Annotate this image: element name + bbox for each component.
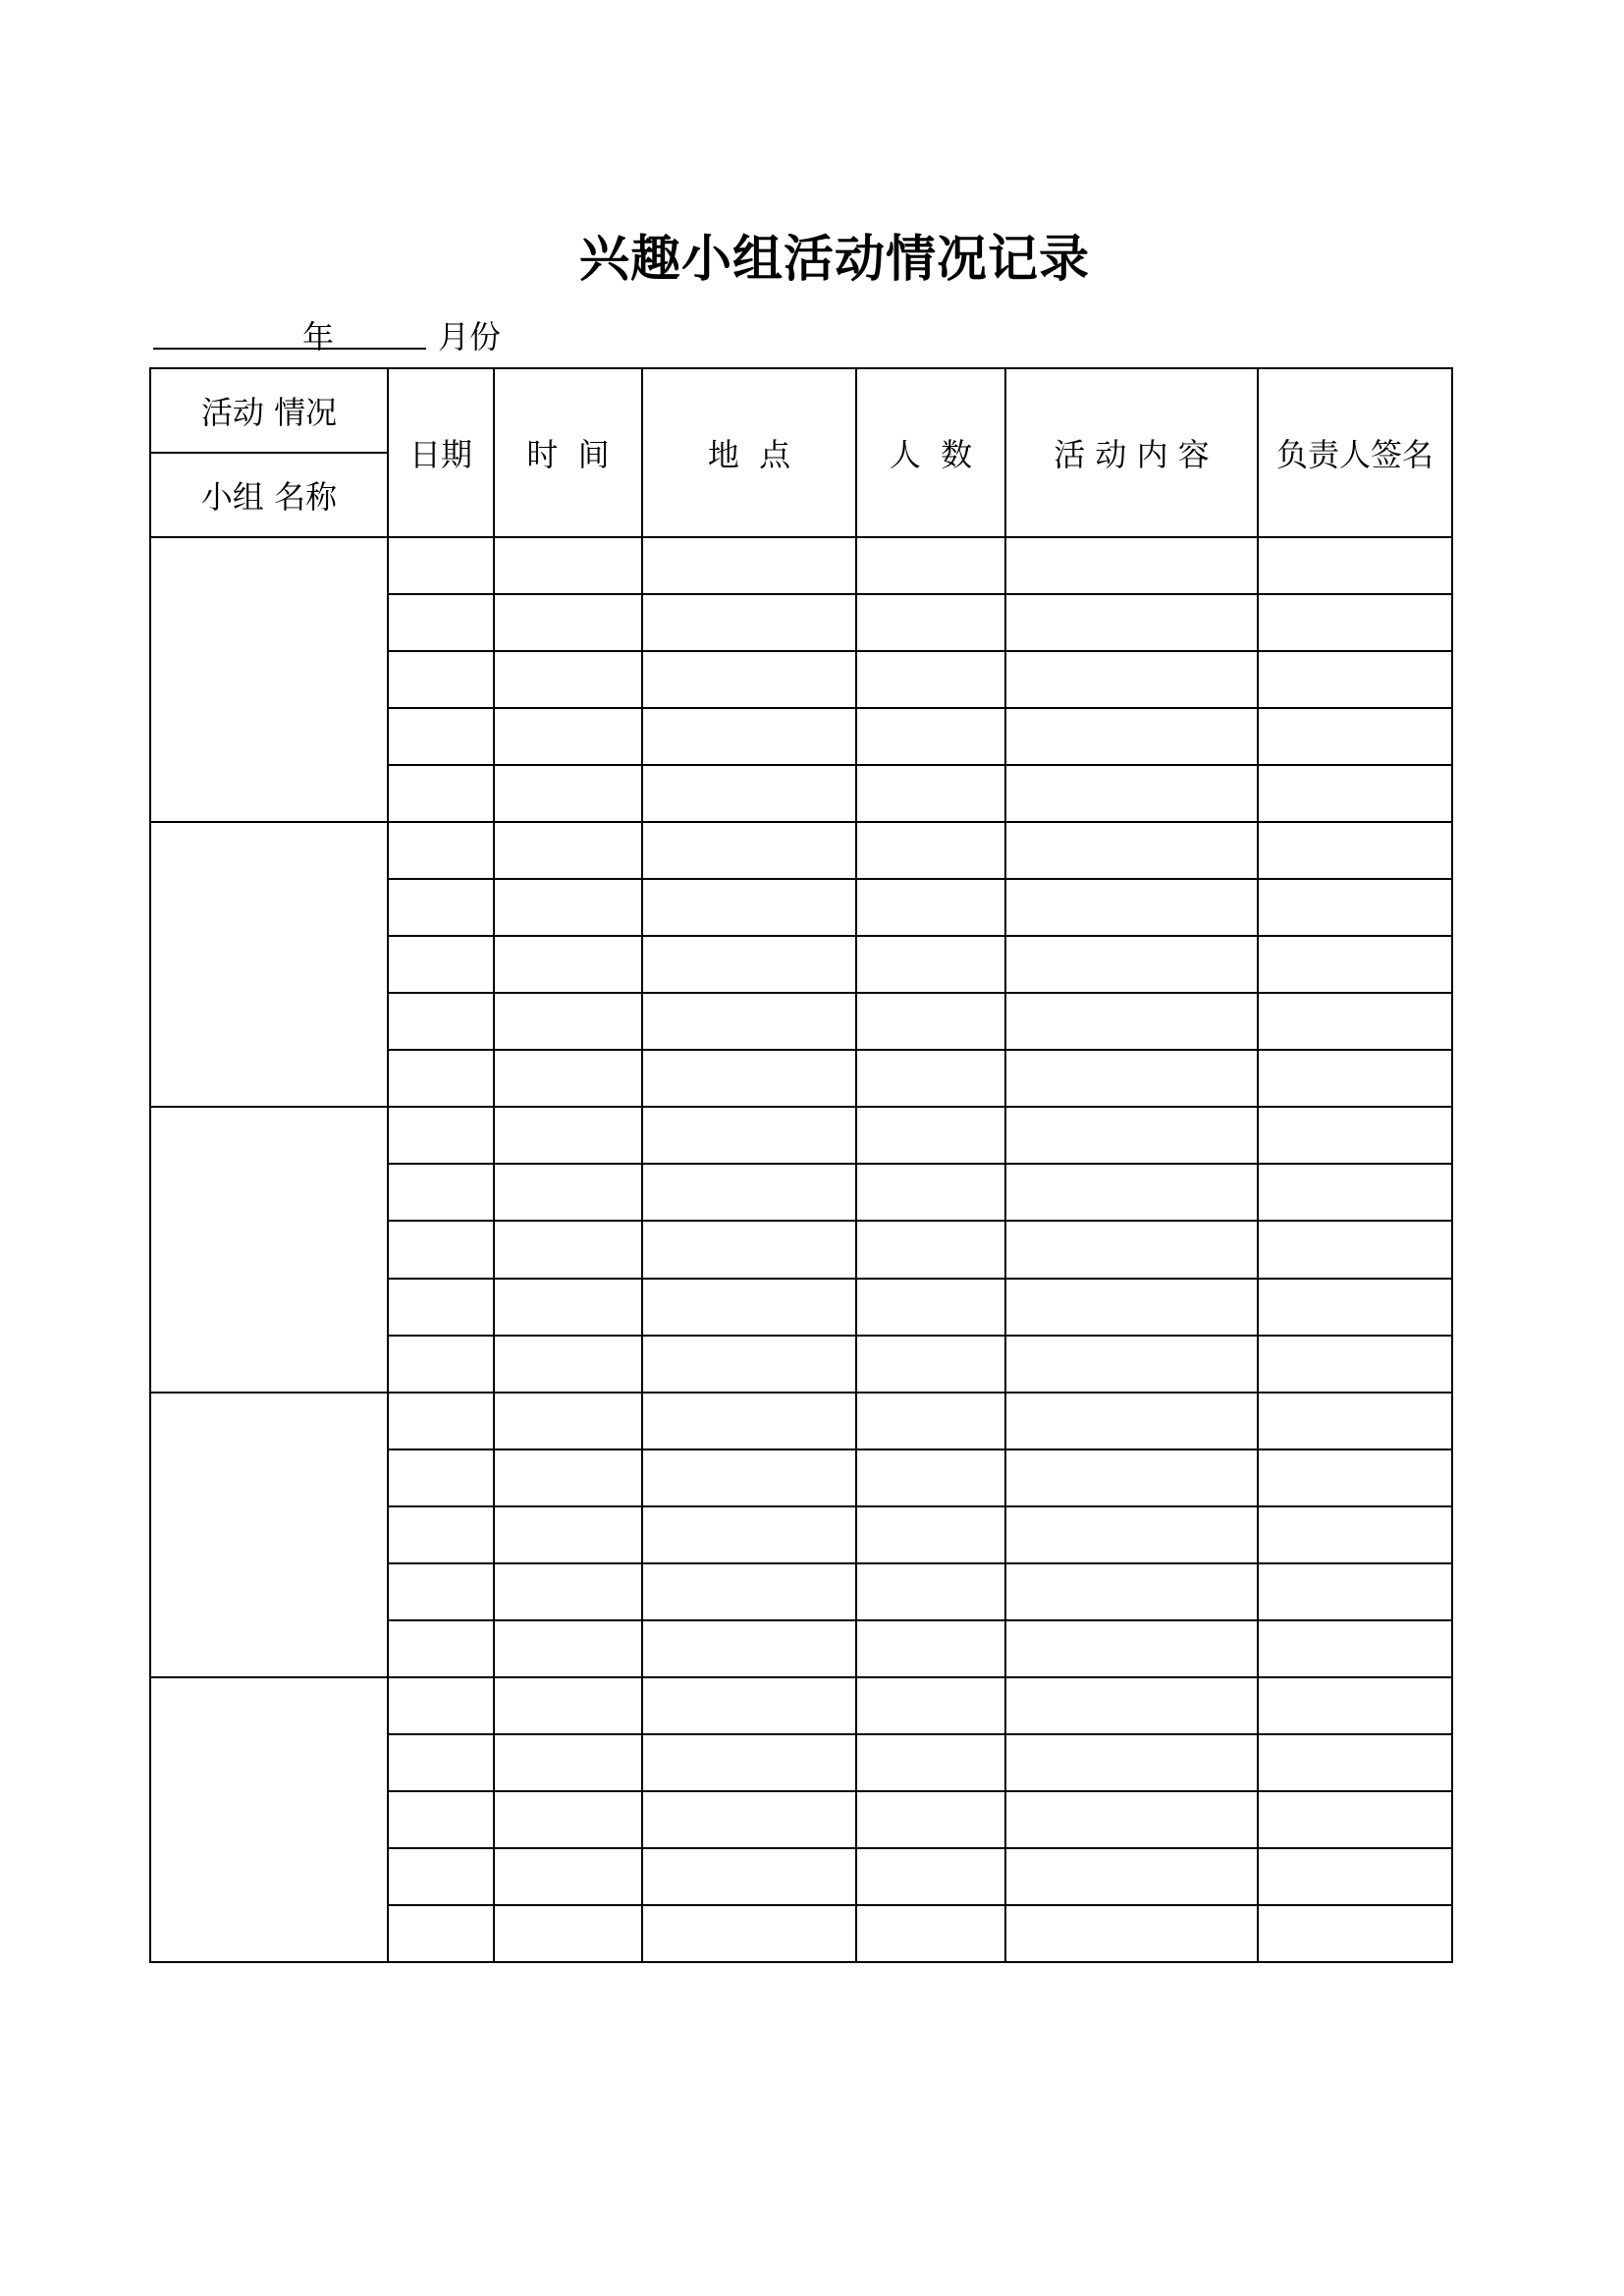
place-cell[interactable]	[642, 1905, 856, 1962]
place-cell[interactable]	[642, 1677, 856, 1734]
time-cell[interactable]	[494, 1449, 642, 1506]
time-cell[interactable]	[494, 1734, 642, 1791]
time-cell[interactable]	[494, 1279, 642, 1336]
time-cell[interactable]	[494, 765, 642, 822]
date-cell[interactable]	[388, 537, 494, 594]
time-cell[interactable]	[494, 651, 642, 708]
place-cell[interactable]	[642, 765, 856, 822]
place-cell[interactable]	[642, 1449, 856, 1506]
date-cell[interactable]	[388, 1449, 494, 1506]
time-cell[interactable]	[494, 936, 642, 993]
time-cell[interactable]	[494, 1905, 642, 1962]
header-activity-status: 活动 情况	[150, 368, 388, 453]
signature-cell[interactable]	[1258, 936, 1452, 993]
count-cell[interactable]	[856, 1620, 1005, 1677]
date-cell[interactable]	[388, 822, 494, 879]
header-date: 日期	[388, 368, 494, 537]
group-name-cell[interactable]	[150, 1393, 388, 1677]
signature-cell[interactable]	[1258, 765, 1452, 822]
content-cell[interactable]	[1005, 879, 1258, 936]
time-cell[interactable]	[494, 1336, 642, 1393]
signature-cell[interactable]	[1258, 1848, 1452, 1905]
place-cell[interactable]	[642, 1279, 856, 1336]
time-cell[interactable]	[494, 879, 642, 936]
signature-cell[interactable]	[1258, 1734, 1452, 1791]
date-cell[interactable]	[388, 993, 494, 1050]
count-cell[interactable]	[856, 822, 1005, 879]
year-label: 年	[302, 318, 335, 355]
place-cell[interactable]	[642, 1221, 856, 1278]
date-cell[interactable]	[388, 1848, 494, 1905]
content-cell[interactable]	[1005, 1050, 1258, 1107]
date-cell[interactable]	[388, 936, 494, 993]
content-cell[interactable]	[1005, 1563, 1258, 1620]
header-group-name: 小组 名称	[150, 453, 388, 537]
group-name-cell[interactable]	[150, 537, 388, 822]
count-cell[interactable]	[856, 936, 1005, 993]
content-cell[interactable]	[1005, 1279, 1258, 1336]
signature-cell[interactable]	[1258, 993, 1452, 1050]
count-cell[interactable]	[856, 1734, 1005, 1791]
date-cell[interactable]	[388, 1393, 494, 1449]
signature-cell[interactable]	[1258, 1563, 1452, 1620]
place-cell[interactable]	[642, 822, 856, 879]
place-cell[interactable]	[642, 1164, 856, 1221]
signature-cell[interactable]	[1258, 708, 1452, 765]
time-cell[interactable]	[494, 1393, 642, 1449]
place-cell[interactable]	[642, 1620, 856, 1677]
count-cell[interactable]	[856, 1221, 1005, 1278]
content-cell[interactable]	[1005, 1449, 1258, 1506]
count-cell[interactable]	[856, 537, 1005, 594]
header-count: 人 数	[856, 368, 1005, 537]
count-cell[interactable]	[856, 1677, 1005, 1734]
content-cell[interactable]	[1005, 1905, 1258, 1962]
count-cell[interactable]	[856, 1905, 1005, 1962]
page-title: 兴趣小组活动情况记录	[578, 231, 1090, 289]
date-cell[interactable]	[388, 708, 494, 765]
table-row	[150, 537, 1452, 594]
content-cell[interactable]	[1005, 537, 1258, 594]
content-cell[interactable]	[1005, 1791, 1258, 1848]
date-cell[interactable]	[388, 765, 494, 822]
content-cell[interactable]	[1005, 1677, 1258, 1734]
place-cell[interactable]	[642, 537, 856, 594]
signature-cell[interactable]	[1258, 822, 1452, 879]
table-row	[150, 1393, 1452, 1449]
place-cell[interactable]	[642, 936, 856, 993]
time-cell[interactable]	[494, 1050, 642, 1107]
time-cell[interactable]	[494, 1164, 642, 1221]
time-cell[interactable]	[494, 1563, 642, 1620]
place-cell[interactable]	[642, 1050, 856, 1107]
time-cell[interactable]	[494, 1791, 642, 1848]
signature-cell[interactable]	[1258, 1620, 1452, 1677]
place-cell[interactable]	[642, 1734, 856, 1791]
place-cell[interactable]	[642, 708, 856, 765]
header-content: 活 动 内 容	[1005, 368, 1258, 537]
signature-cell[interactable]	[1258, 1677, 1452, 1734]
signature-cell[interactable]	[1258, 1791, 1452, 1848]
place-cell[interactable]	[642, 993, 856, 1050]
count-cell[interactable]	[856, 594, 1005, 651]
signature-cell[interactable]	[1258, 1506, 1452, 1563]
count-cell[interactable]	[856, 1449, 1005, 1506]
time-cell[interactable]	[494, 993, 642, 1050]
count-cell[interactable]	[856, 1164, 1005, 1221]
count-cell[interactable]	[856, 1336, 1005, 1393]
group-name-cell[interactable]	[150, 1107, 388, 1392]
content-cell[interactable]	[1005, 1620, 1258, 1677]
date-cell[interactable]	[388, 1905, 494, 1962]
group-name-cell[interactable]	[150, 822, 388, 1107]
content-cell[interactable]	[1005, 594, 1258, 651]
time-cell[interactable]	[494, 708, 642, 765]
count-cell[interactable]	[856, 708, 1005, 765]
signature-cell[interactable]	[1258, 1279, 1452, 1336]
content-cell[interactable]	[1005, 822, 1258, 879]
time-cell[interactable]	[494, 1221, 642, 1278]
place-cell[interactable]	[642, 1336, 856, 1393]
signature-cell[interactable]	[1258, 594, 1452, 651]
date-cell[interactable]	[388, 1791, 494, 1848]
count-cell[interactable]	[856, 765, 1005, 822]
place-cell[interactable]	[642, 1393, 856, 1449]
content-cell[interactable]	[1005, 936, 1258, 993]
content-cell[interactable]	[1005, 1734, 1258, 1791]
signature-cell[interactable]	[1258, 1164, 1452, 1221]
content-cell[interactable]	[1005, 1506, 1258, 1563]
table-row	[150, 1677, 1452, 1734]
signature-cell[interactable]	[1258, 1050, 1452, 1107]
content-cell[interactable]	[1005, 1336, 1258, 1393]
content-cell[interactable]	[1005, 1393, 1258, 1449]
content-cell[interactable]	[1005, 1848, 1258, 1905]
time-cell[interactable]	[494, 594, 642, 651]
date-cell[interactable]	[388, 1279, 494, 1336]
place-cell[interactable]	[642, 594, 856, 651]
date-cell[interactable]	[388, 1164, 494, 1221]
header-place: 地 点	[642, 368, 856, 537]
count-cell[interactable]	[856, 1563, 1005, 1620]
table-row	[150, 1107, 1452, 1164]
place-cell[interactable]	[642, 1506, 856, 1563]
time-cell[interactable]	[494, 1848, 642, 1905]
place-cell[interactable]	[642, 1791, 856, 1848]
date-cell[interactable]	[388, 1734, 494, 1791]
date-cell[interactable]	[388, 594, 494, 651]
table-row	[150, 822, 1452, 879]
date-cell[interactable]	[388, 1563, 494, 1620]
signature-cell[interactable]	[1258, 1449, 1452, 1506]
count-cell[interactable]	[856, 1506, 1005, 1563]
date-cell[interactable]	[388, 1336, 494, 1393]
date-cell[interactable]	[388, 1620, 494, 1677]
time-cell[interactable]	[494, 1107, 642, 1164]
count-cell[interactable]	[856, 1848, 1005, 1905]
place-cell[interactable]	[642, 1848, 856, 1905]
time-cell[interactable]	[494, 822, 642, 879]
content-cell[interactable]	[1005, 1221, 1258, 1278]
place-cell[interactable]	[642, 1563, 856, 1620]
date-cell[interactable]	[388, 651, 494, 708]
signature-cell[interactable]	[1258, 1221, 1452, 1278]
month-blank[interactable]	[348, 348, 426, 350]
header-signature: 负责人签名	[1258, 368, 1452, 537]
date-cell[interactable]	[388, 879, 494, 936]
date-cell[interactable]	[388, 1221, 494, 1278]
count-cell[interactable]	[856, 879, 1005, 936]
signature-cell[interactable]	[1258, 1107, 1452, 1164]
place-cell[interactable]	[642, 879, 856, 936]
count-cell[interactable]	[856, 1107, 1005, 1164]
count-cell[interactable]	[856, 993, 1005, 1050]
signature-cell[interactable]	[1258, 1336, 1452, 1393]
date-cell[interactable]	[388, 1050, 494, 1107]
content-cell[interactable]	[1005, 765, 1258, 822]
count-cell[interactable]	[856, 1791, 1005, 1848]
signature-cell[interactable]	[1258, 1393, 1452, 1449]
date-cell[interactable]	[388, 1677, 494, 1734]
count-cell[interactable]	[856, 651, 1005, 708]
time-cell[interactable]	[494, 1677, 642, 1734]
signature-cell[interactable]	[1258, 1905, 1452, 1962]
date-cell[interactable]	[388, 1506, 494, 1563]
time-cell[interactable]	[494, 1506, 642, 1563]
signature-cell[interactable]	[1258, 879, 1452, 936]
header-time: 时 间	[494, 368, 642, 537]
content-cell[interactable]	[1005, 1164, 1258, 1221]
time-cell[interactable]	[494, 1620, 642, 1677]
count-cell[interactable]	[856, 1279, 1005, 1336]
group-name-cell[interactable]	[150, 1677, 388, 1962]
signature-cell[interactable]	[1258, 537, 1452, 594]
content-cell[interactable]	[1005, 651, 1258, 708]
content-cell[interactable]	[1005, 708, 1258, 765]
month-label: 月份	[438, 318, 502, 355]
count-cell[interactable]	[856, 1393, 1005, 1449]
place-cell[interactable]	[642, 651, 856, 708]
date-cell[interactable]	[388, 1107, 494, 1164]
count-cell[interactable]	[856, 1050, 1005, 1107]
place-cell[interactable]	[642, 1107, 856, 1164]
time-cell[interactable]	[494, 537, 642, 594]
content-cell[interactable]	[1005, 1107, 1258, 1164]
content-cell[interactable]	[1005, 993, 1258, 1050]
signature-cell[interactable]	[1258, 651, 1452, 708]
record-table	[149, 367, 1453, 1963]
